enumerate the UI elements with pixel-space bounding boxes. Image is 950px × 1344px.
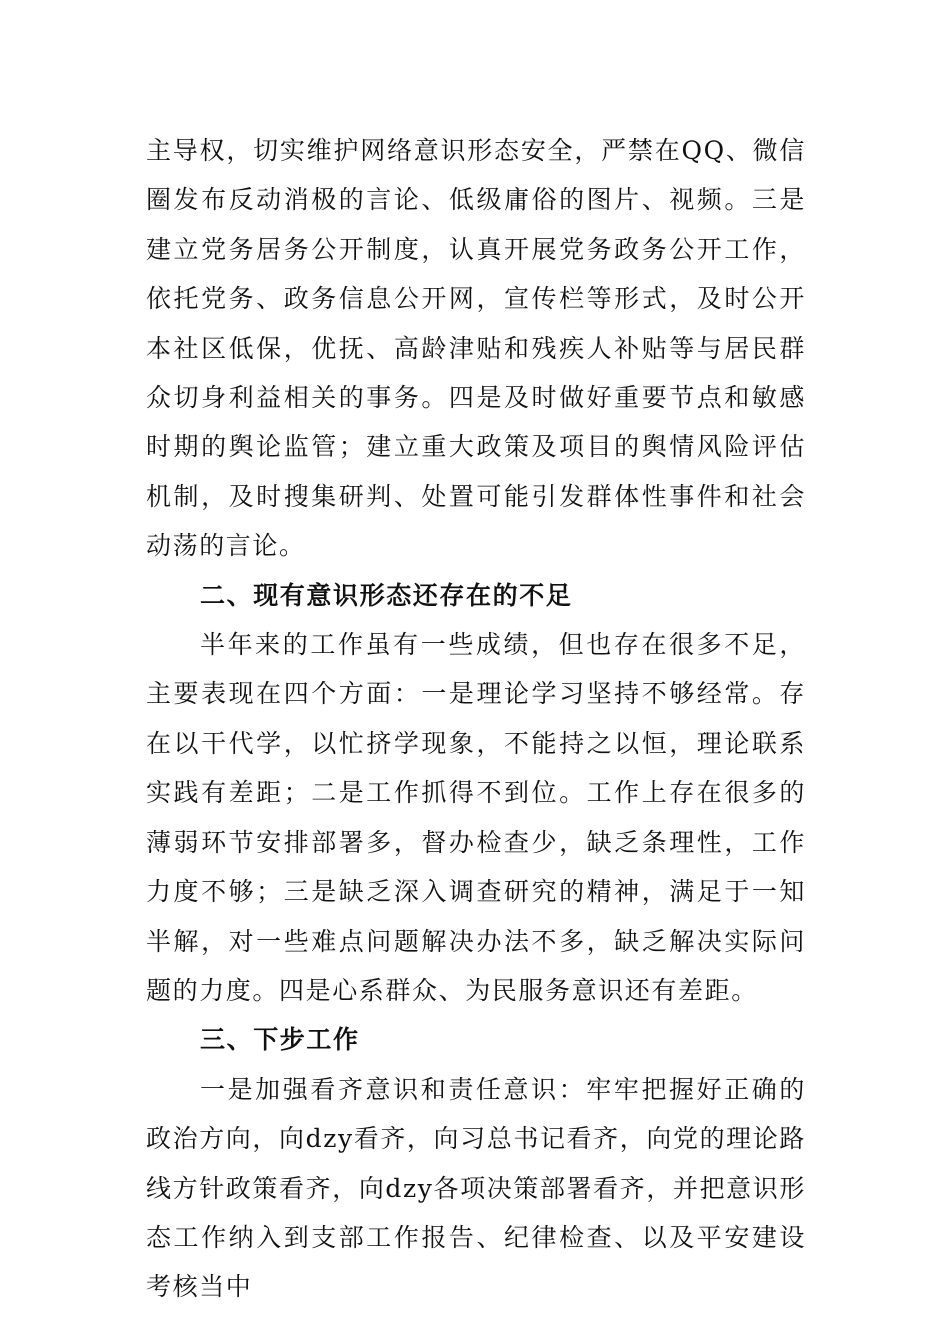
section-heading-2: 二、现有意识形态还存在的不足 [200,580,573,610]
paragraph-next-steps: 一是加强看齐意识和责任意识：牢牢把握好正确的政治方向，向dzy看齐，向习总书记看齐，向党的理论路线方针政策看齐，向dzy各项决策部署看齐，并把意识形态工作纳入到支部工作报告、纪律检查、以及平安建设考核当中 [146,1074,806,1302]
paragraph-continued: 主导权，切实维护网络意识形态安全，严禁在QQ、微信圈发布反动消极的言论、低级庸俗的图片、视频。三是建立党务居务公开制度，认真开展党务政务公开工作，依托党务、政务信息公开网，宣传栏等形式，及时公开本社区低保，优抚、高龄津贴和残疾人补贴等与居民群众切身利益相关的事务。四是及时做好重要节点和敏感时期的舆论监管；建立重大政策及项目的舆情风险评估机制，及时搜集研判、处置可能引发群体性事件和社会动荡的言论。 [146,136,806,561]
document-body [146,126,806,1312]
section-heading-3: 三、下步工作 [200,1025,360,1055]
paragraph-shortcomings: 半年来的工作虽有一些成绩，但也存在很多不足，主要表现在四个方面：一是理论学习坚持不够经常。存在以干代学，以忙挤学现象，不能持之以恒，理论联系实践有差距；二是工作抓得不到位。工作上存在很多的薄弱环节安排部署多，督办检查少，缺乏条理性，工作力度不够；三是缺乏深入调查研究的精神，满足于一知半解，对一些难点问题解决办法不多，缺乏解决实际问题的力度。四是心系群众、为民服务意识还有差距。 [146,630,806,1005]
